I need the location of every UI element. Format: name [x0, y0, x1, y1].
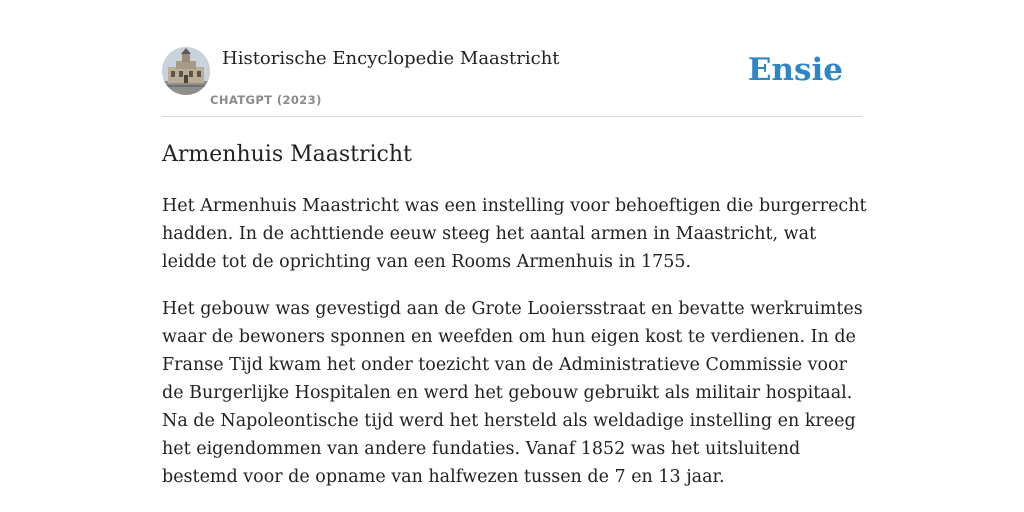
paragraph: Het gebouw was gevestigd aan de Grote Looiersstraat en bevatte werkruimtes waar de bewoners sponnen en weefden om hun eigen kost te verdienen. In de Franse Tijd kwam het onder toezicht van de Administratieve Commissie voor de Burgerlijke Hospitalen en werd het gebouw gebruikt als militair hospitaal. Na de Napoleontische tijd werd het hersteld als weldadige instelling en kreeg het eigendommen van andere fundaties. Vanaf 1852 was het uitsluitend bestemd voor de opname van halfwezen tussen de 7 en 13 jaar. — [162, 299, 863, 487]
ensie-logo[interactable]: Ensie — [747, 52, 843, 88]
site-title[interactable]: Historische Encyclopedie Maastricht — [222, 48, 560, 69]
town-hall-icon — [162, 47, 210, 95]
article-title: Armenhuis Maastricht — [162, 142, 412, 167]
header — [162, 46, 862, 117]
article-body — [162, 192, 867, 510]
source-label: CHATGPT (2023) — [210, 93, 322, 107]
paragraph: Het Armenhuis Maastricht was een instelling voor behoeftigen die burgerrecht hadden. In de achttiende eeuw steeg het aantal armen in Maastricht, wat leidde tot de oprichting van een Rooms Armenhuis in 1755. — [162, 196, 867, 272]
encyclopedia-avatar[interactable] — [162, 47, 210, 95]
